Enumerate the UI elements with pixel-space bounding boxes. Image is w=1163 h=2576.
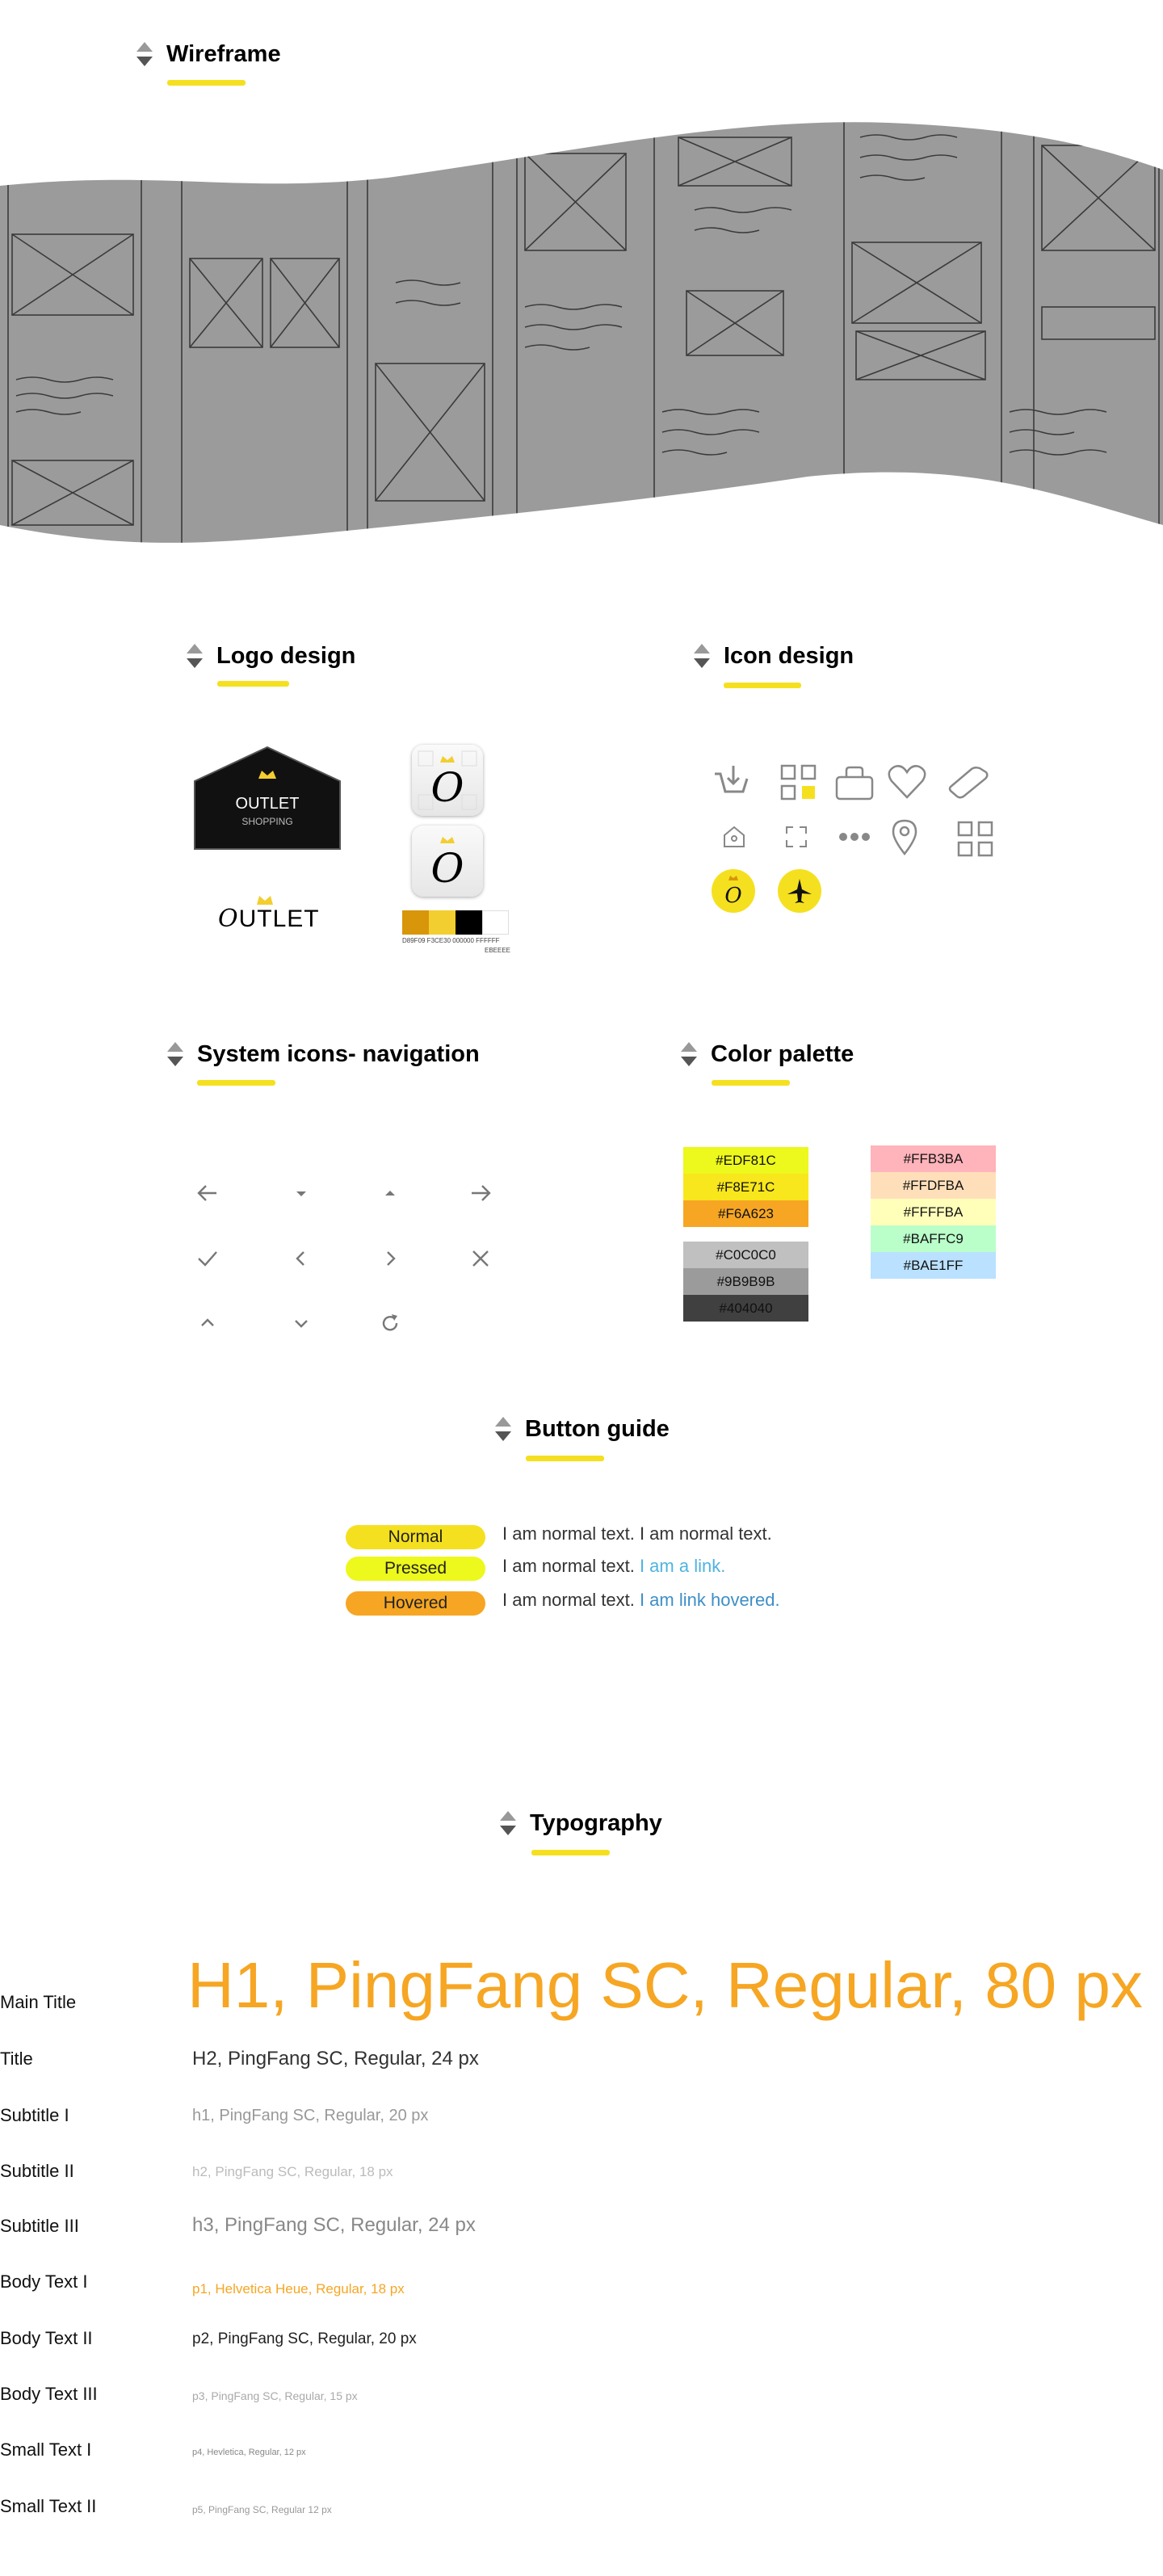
check-icon[interactable] <box>195 1246 220 1271</box>
pressed-button[interactable]: Pressed <box>346 1557 485 1581</box>
type-sample-h2: H2, PingFang SC, Regular, 24 px <box>192 2048 479 2070</box>
tag-icon[interactable] <box>947 766 989 800</box>
type-sample-small2: p5, PingFang SC, Regular 12 px <box>192 2504 332 2515</box>
app-icon-light: O <box>412 745 483 816</box>
color-swatch: #9B9B9B <box>683 1268 808 1295</box>
close-icon[interactable] <box>468 1246 493 1271</box>
hovered-button[interactable]: Hovered <box>346 1591 485 1616</box>
chevron-left-icon[interactable] <box>289 1246 313 1271</box>
type-label: Subtitle I <box>0 2105 69 2125</box>
type-label: Subtitle II <box>0 2161 74 2181</box>
svg-text:O: O <box>724 884 742 908</box>
section-title-logo: Logo design <box>186 642 355 670</box>
caret-down-icon[interactable] <box>289 1181 313 1205</box>
swatch <box>482 910 509 935</box>
title-underline <box>167 80 246 86</box>
link-hovered[interactable]: I am link hovered. <box>639 1590 780 1610</box>
color-swatch: #FFB3BA <box>871 1145 996 1172</box>
sort-icon <box>499 1809 517 1837</box>
type-sample-body1: p1, Helvetica Heue, Regular, 18 px <box>192 2281 405 2297</box>
logo-badge: OUTLET SHOPPING <box>192 745 342 851</box>
color-swatch: #BAFFC9 <box>871 1225 996 1252</box>
type-label: Title <box>0 2049 33 2069</box>
type-label: Main Title <box>0 1992 77 2012</box>
logo-wordmark: OUTLET <box>218 905 320 933</box>
section-title-wireframe: Wireframe <box>136 40 281 68</box>
chevron-right-icon[interactable] <box>378 1246 402 1271</box>
title-underline <box>217 681 289 687</box>
color-swatch: #C0C0C0 <box>683 1242 808 1268</box>
title-underline <box>724 683 801 688</box>
category-grid-icon[interactable] <box>779 763 818 802</box>
heart-icon[interactable] <box>887 763 927 801</box>
type-label: Body Text III <box>0 2384 98 2404</box>
type-sample-small1: p4, Hevletica, Regular, 12 px <box>192 2448 306 2457</box>
type-sample-body3: p3, PingFang SC, Regular, 15 px <box>192 2389 358 2402</box>
title-underline <box>526 1456 604 1461</box>
link[interactable]: I am a link. <box>639 1556 726 1576</box>
normal-button[interactable]: Normal <box>346 1525 485 1549</box>
palette-yellows <box>683 1147 808 1227</box>
logo-swatches <box>402 910 509 935</box>
title-underline <box>531 1850 610 1855</box>
sort-icon <box>186 642 204 670</box>
palette-pastels <box>871 1145 996 1279</box>
crown-icon <box>255 893 275 906</box>
scan-icon[interactable] <box>783 824 809 850</box>
wireframe-sketch-image <box>0 121 1163 557</box>
palette-grays <box>683 1242 808 1322</box>
sort-icon <box>494 1415 512 1443</box>
color-swatch: #FFDFBA <box>871 1172 996 1199</box>
type-label: Small Text II <box>0 2496 97 2516</box>
type-label: Subtitle III <box>0 2216 79 2236</box>
refresh-icon[interactable] <box>378 1311 402 1335</box>
chevron-up-icon[interactable] <box>195 1311 220 1335</box>
home-icon[interactable] <box>721 824 747 850</box>
app-icon-plain: O <box>412 826 483 897</box>
brand-logo-icon[interactable] <box>711 868 756 914</box>
color-swatch: #BAE1FF <box>871 1252 996 1279</box>
color-swatch: #EDF81C <box>683 1147 808 1174</box>
arrow-left-icon[interactable] <box>195 1181 220 1205</box>
swatch <box>429 910 456 935</box>
section-title-icon: Icon design <box>693 642 854 670</box>
type-sample-h1: H1, PingFang SC, Regular, 80 px <box>187 1949 1143 2021</box>
color-swatch: #F8E71C <box>683 1174 808 1200</box>
section-title-typography: Typography <box>499 1809 662 1837</box>
swatch-caption: D89F09 F3CE30 000000 FFFFFF <box>402 937 500 944</box>
text-with-hovered-link: I am normal text. I am link hovered. <box>502 1590 780 1610</box>
sort-icon <box>693 642 711 670</box>
cart-icon[interactable] <box>711 759 751 800</box>
grid-icon[interactable] <box>956 820 995 859</box>
sort-icon <box>680 1040 698 1068</box>
color-swatch: #404040 <box>683 1295 808 1322</box>
type-sample-body2: p2, PingFang SC, Regular, 20 px <box>192 2330 417 2347</box>
color-swatch: #F6A623 <box>683 1200 808 1227</box>
sort-icon <box>136 40 153 68</box>
type-sample-sub2: h2, PingFang SC, Regular, 18 px <box>192 2164 393 2179</box>
chevron-down-icon[interactable] <box>289 1311 313 1335</box>
caret-up-icon[interactable] <box>378 1181 402 1205</box>
swatch-caption: EBEEEE <box>485 947 511 954</box>
section-title-nav: System icons- navigation <box>166 1040 480 1068</box>
sort-icon <box>166 1040 184 1068</box>
type-label: Body Text II <box>0 2328 93 2348</box>
title-underline <box>197 1080 275 1086</box>
airplane-icon[interactable] <box>777 868 822 914</box>
type-sample-sub1: h1, PingFang SC, Regular, 20 px <box>192 2107 429 2124</box>
section-title-buttons: Button guide <box>494 1415 670 1443</box>
swatch <box>456 910 482 935</box>
arrow-right-icon[interactable] <box>468 1181 493 1205</box>
section-title-palette: Color palette <box>680 1040 854 1068</box>
normal-text: I am normal text. I am normal text. <box>502 1523 772 1544</box>
color-swatch: #FFFFBA <box>871 1199 996 1225</box>
more-icon[interactable] <box>837 827 872 847</box>
location-pin-icon[interactable] <box>890 818 919 857</box>
type-label: Small Text I <box>0 2439 92 2460</box>
text-with-link: I am normal text. I am a link. <box>502 1556 726 1576</box>
swatch <box>402 910 429 935</box>
type-sample-sub3: h3, PingFang SC, Regular, 24 px <box>192 2214 476 2236</box>
title-underline <box>712 1080 790 1086</box>
type-label: Body Text I <box>0 2271 88 2292</box>
shopping-bag-icon[interactable] <box>834 766 875 801</box>
